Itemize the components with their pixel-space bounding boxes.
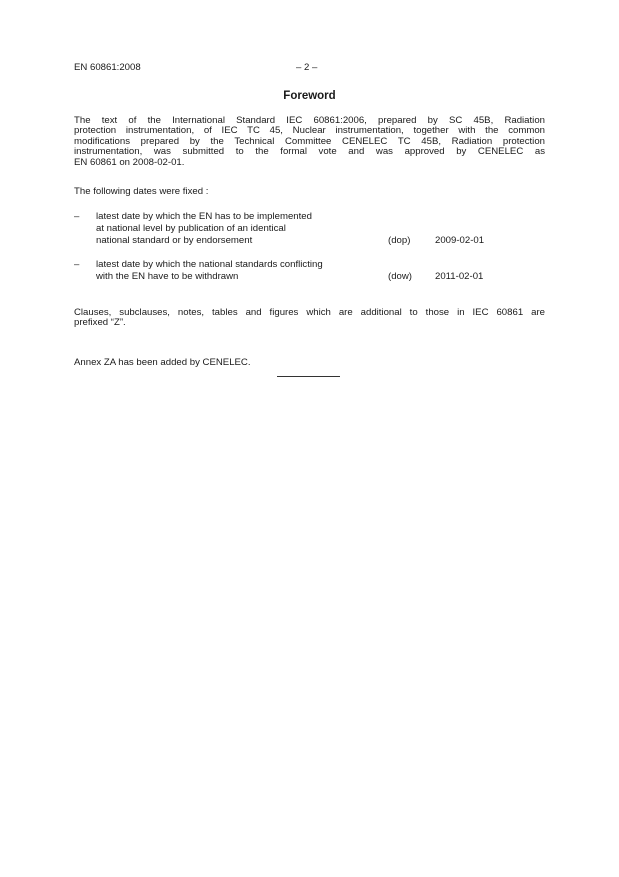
intro-paragraph xyxy=(74,116,545,168)
paragraph-line: Clauses, subclauses, notes, tables and figures which are additional to those in IEC 60861 are xyxy=(74,307,545,318)
clauses-paragraph xyxy=(74,308,545,329)
date-value: 2009-02-01 xyxy=(435,235,485,246)
paragraph-line: prefixed “Z”. xyxy=(74,317,126,329)
annex-note: Annex ZA has been added by CENELEC. xyxy=(74,357,251,368)
paragraph-line: EN 60861 on 2008-02-01. xyxy=(74,156,185,168)
dates-intro: The following dates were fixed : xyxy=(74,186,209,197)
page-number: – 2 – xyxy=(296,62,318,73)
paragraph-line: The text of the International Standard IEC 60861:2006, prepared by SC 45B, Radiation xyxy=(74,115,545,126)
date-description-line: with the EN have to be withdrawn xyxy=(96,271,239,282)
date-code: (dow) xyxy=(388,271,412,282)
date-description-line: national standard or by endorsement xyxy=(96,235,253,246)
date-code: (dop) xyxy=(388,235,411,246)
section-end-rule xyxy=(277,376,340,377)
dash-bullet: – xyxy=(74,259,80,270)
document-id: EN 60861:2008 xyxy=(74,62,141,73)
dash-bullet: – xyxy=(74,211,80,222)
date-description-line: latest date by which the national standards conflicting xyxy=(96,259,323,270)
paragraph-line: instrumentation, was submitted to the formal vote and was approved by CENELEC as xyxy=(74,146,545,158)
section-title: Foreword xyxy=(283,90,336,102)
date-value: 2011-02-01 xyxy=(435,271,484,282)
paragraph-line: protection instrumentation, of IEC TC 45, Nuclear instrumentation, together with the common xyxy=(74,125,545,137)
paragraph-line: modifications prepared by the Technical Committee CENELEC TC 45B, Radiation protection xyxy=(74,135,545,147)
date-description-line: latest date by which the EN has to be implemented xyxy=(96,211,312,222)
date-description-line: at national level by publication of an identical xyxy=(96,223,286,234)
